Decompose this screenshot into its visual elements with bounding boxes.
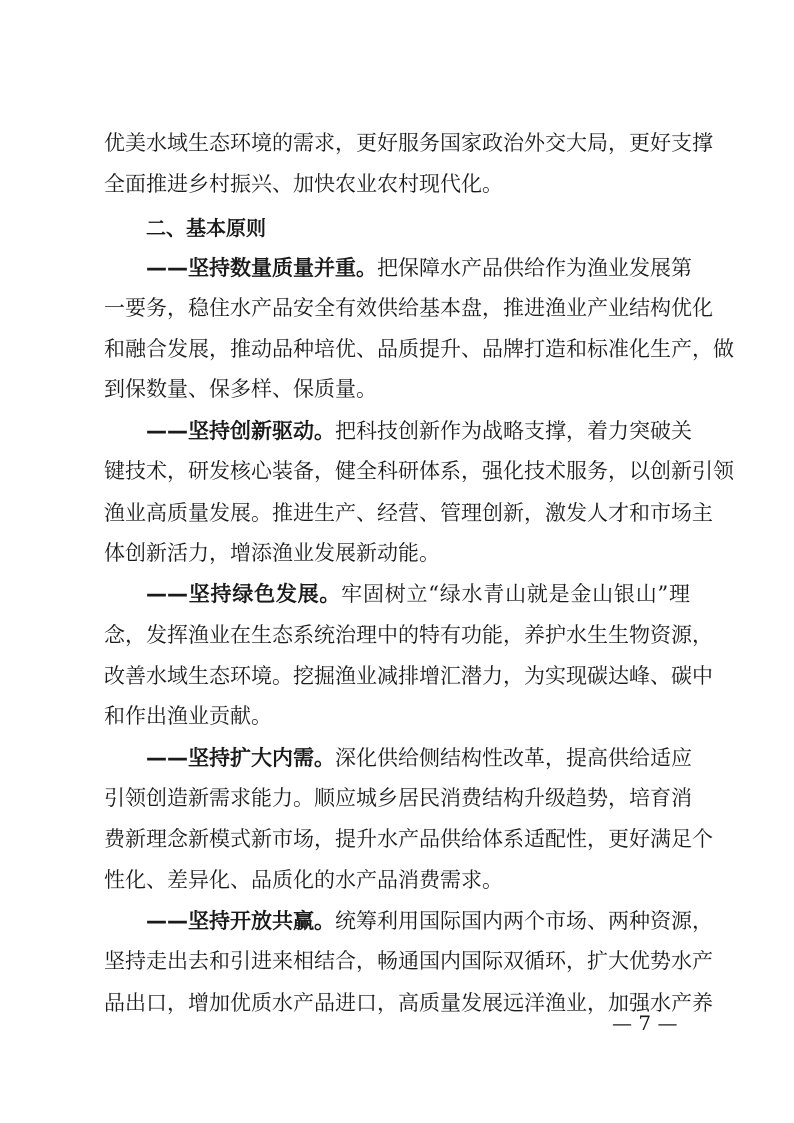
principle-3-text: 牢固树立“绿水青山就是金山银山”理 bbox=[341, 582, 690, 606]
principle-3-line-2: 念，发挥渔业在生态系统治理中的特有功能，养护水生生物资源， bbox=[104, 623, 713, 647]
principle-4-first-line bbox=[146, 740, 690, 776]
principle-2-text: 把科技创新作为战略支撑，着力突破关 bbox=[335, 419, 692, 443]
principle-2-line-4: 体创新活力，增添渔业发展新动能。 bbox=[104, 541, 440, 565]
principle-1-line-4: 到保数量、保多样、保质量。 bbox=[104, 377, 377, 401]
principle-3-lead: ——坚持绿色发展。 bbox=[146, 582, 342, 606]
principle-3-line-3: 改善水域生态环境。挖掘渔业减排增汇潜力，为实现碳达峰、碳中 bbox=[104, 664, 713, 688]
principle-4-lead: ——坚持扩大内需。 bbox=[146, 746, 335, 770]
principle-5-first-line bbox=[146, 903, 713, 939]
section-heading: 二、基本原则 bbox=[146, 216, 266, 240]
principle-5-lead: ——坚持开放共赢。 bbox=[146, 909, 335, 933]
principle-2-line-3: 渔业高质量发展。推进生产、经营、管理创新，激发人才和市场主 bbox=[104, 501, 713, 525]
principle-2-lead: ——坚持创新驱动。 bbox=[146, 419, 335, 443]
principle-1-line-3: 和融合发展，推动品种培优、品质提升、品牌打造和标准化生产，做 bbox=[104, 337, 734, 361]
intro-line-1: 优美水域生态环境的需求，更好服务国家政治外交大局，更好支撑 bbox=[104, 131, 713, 155]
principle-4-line-4: 性化、差异化、品质化的水产品消费需求。 bbox=[104, 868, 503, 892]
principle-1-lead: ——坚持数量质量并重。 bbox=[146, 256, 377, 280]
principle-4-line-2: 引领创造新需求能力。顺应城乡居民消费结构升级趋势，培育消 bbox=[104, 786, 692, 810]
intro-line-2: 全面推进乡村振兴、加快农业农村现代化。 bbox=[104, 172, 503, 196]
principle-3-line-4: 和作出渔业贡献。 bbox=[104, 704, 272, 728]
principle-5-text: 统筹利用国际国内两个市场、两种资源， bbox=[335, 909, 713, 933]
page-number: — 7 — bbox=[612, 1011, 678, 1035]
principle-1-text: 把保障水产品供给作为渔业发展第 bbox=[377, 256, 692, 280]
principle-1-line-2: 一要务，稳住水产品安全有效供给基本盘，推进渔业产业结构优化 bbox=[104, 296, 713, 320]
principle-2-line-2: 键技术，研发核心装备，健全科研体系，强化技术服务，以创新引领 bbox=[104, 459, 734, 483]
principle-2-first-line bbox=[146, 413, 690, 449]
principle-1-first-line bbox=[146, 250, 690, 286]
principle-5-line-3: 品出口，增加优质水产品进口，高质量发展远洋渔业，加强水产养 bbox=[104, 991, 713, 1015]
principle-3-first-line bbox=[146, 576, 690, 612]
principle-4-text: 深化供给侧结构性改革，提高供给适应 bbox=[335, 746, 692, 770]
principle-5-line-2: 坚持走出去和引进来相结合，畅通国内国际双循环，扩大优势水产 bbox=[104, 949, 713, 973]
principle-4-line-3: 费新理念新模式新市场，提升水产品供给体系适配性，更好满足个 bbox=[104, 827, 713, 851]
